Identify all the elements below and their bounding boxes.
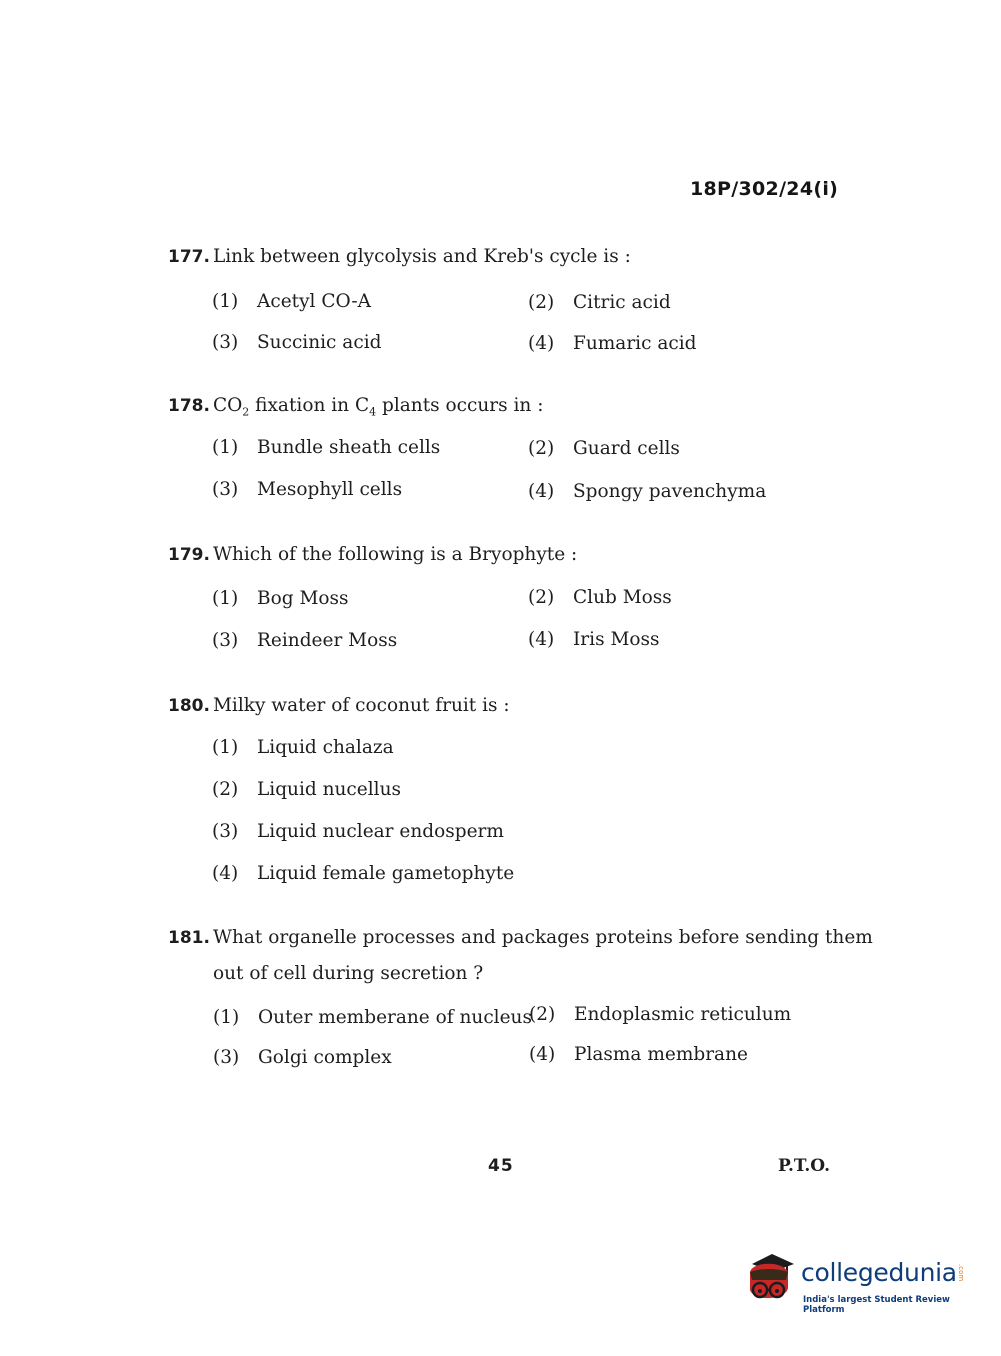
subscript: 2 bbox=[242, 405, 250, 419]
option bbox=[529, 1002, 791, 1028]
option-text: Iris Moss bbox=[573, 629, 660, 650]
question-text-continued: out of cell during secretion ? bbox=[213, 963, 484, 984]
option-text: Reindeer Moss bbox=[257, 630, 398, 651]
question-180 bbox=[168, 693, 510, 719]
option-text: Liquid chalaza bbox=[257, 737, 394, 758]
option-number: (4) bbox=[528, 333, 555, 354]
option bbox=[528, 290, 671, 316]
option-number: (3) bbox=[212, 821, 239, 842]
collegedunia-logo bbox=[742, 1250, 967, 1320]
pto-label: P.T.O. bbox=[778, 1156, 830, 1176]
question-177 bbox=[168, 244, 631, 270]
option bbox=[213, 1045, 392, 1071]
logo-name: collegedunia bbox=[801, 1258, 957, 1287]
question-text: What organelle processes and packages proteins before sending them bbox=[212, 927, 873, 948]
option-number: (1) bbox=[212, 437, 239, 458]
option-text: Bog Moss bbox=[257, 588, 349, 609]
question-number: 179. bbox=[168, 545, 210, 565]
student-mascot-icon bbox=[742, 1250, 800, 1316]
option-number: (4) bbox=[529, 1044, 556, 1065]
option bbox=[212, 735, 394, 761]
option-text: Spongy pavenchyma bbox=[573, 481, 767, 502]
option-number: (1) bbox=[212, 588, 239, 609]
option-text: Golgi complex bbox=[258, 1047, 392, 1068]
option bbox=[212, 435, 440, 461]
option-number: (3) bbox=[213, 1047, 240, 1068]
question-178 bbox=[168, 393, 543, 426]
option bbox=[213, 1005, 532, 1031]
option-number: (4) bbox=[528, 481, 555, 502]
option bbox=[528, 436, 680, 462]
question-text-part: fixation in C bbox=[249, 395, 370, 416]
option-number: (2) bbox=[212, 779, 239, 800]
option-number: (4) bbox=[528, 629, 555, 650]
question-text-part: CO bbox=[212, 395, 243, 416]
page-number: 45 bbox=[488, 1156, 514, 1176]
question-181 bbox=[168, 925, 873, 951]
question-179 bbox=[168, 542, 577, 568]
logo-suffix: .com bbox=[957, 1264, 965, 1282]
option-text: Mesophyll cells bbox=[257, 479, 403, 500]
option-number: (4) bbox=[212, 863, 239, 884]
option bbox=[212, 819, 504, 845]
option-number: (3) bbox=[212, 630, 239, 651]
question-number: 181. bbox=[168, 928, 210, 948]
option-number: (2) bbox=[528, 587, 555, 608]
option-number: (2) bbox=[529, 1004, 556, 1025]
option bbox=[529, 1042, 748, 1068]
option-text: Succinic acid bbox=[257, 332, 382, 353]
option bbox=[212, 586, 349, 612]
option-text: Liquid female gametophyte bbox=[257, 863, 515, 884]
option-text: Liquid nuclear endosperm bbox=[257, 821, 504, 842]
option bbox=[212, 861, 514, 887]
option bbox=[212, 289, 371, 315]
option-text: Guard cells bbox=[573, 438, 680, 459]
option-text: Acetyl CO-A bbox=[257, 291, 371, 312]
option-text: Citric acid bbox=[573, 292, 671, 313]
question-number: 180. bbox=[168, 696, 210, 716]
option bbox=[528, 627, 660, 653]
question-number: 177. bbox=[168, 247, 210, 267]
option-number: (2) bbox=[528, 438, 555, 459]
question-text-part: plants occurs in : bbox=[376, 395, 544, 416]
option-number: (1) bbox=[212, 737, 239, 758]
option-text: Plasma membrane bbox=[574, 1044, 748, 1065]
option bbox=[212, 477, 402, 503]
option-text: Bundle sheath cells bbox=[257, 437, 441, 458]
option bbox=[212, 628, 397, 654]
question-text: Milky water of coconut fruit is : bbox=[212, 695, 510, 716]
option bbox=[528, 585, 672, 611]
option bbox=[528, 331, 696, 357]
option-number: (2) bbox=[528, 292, 555, 313]
option-text: Fumaric acid bbox=[573, 333, 697, 354]
option-text: Club Moss bbox=[573, 587, 672, 608]
option-number: (3) bbox=[212, 332, 239, 353]
option-text: Liquid nucellus bbox=[257, 779, 401, 800]
question-text: Link between glycolysis and Kreb's cycle is : bbox=[212, 246, 631, 267]
logo-tagline: India's largest Student Review Platform bbox=[803, 1295, 950, 1315]
option-text: Endoplasmic reticulum bbox=[574, 1004, 792, 1025]
option-number: (1) bbox=[213, 1007, 240, 1028]
option bbox=[212, 330, 381, 356]
paper-code: 18P/302/24(i) bbox=[690, 178, 839, 200]
option-number: (1) bbox=[212, 291, 239, 312]
option bbox=[528, 479, 766, 505]
option-text: Outer memberane of nucleus bbox=[258, 1007, 532, 1028]
question-number: 178. bbox=[168, 396, 210, 416]
subscript: 4 bbox=[369, 405, 377, 419]
option-number: (3) bbox=[212, 479, 239, 500]
option bbox=[212, 777, 401, 803]
question-text: Which of the following is a Bryophyte : bbox=[212, 544, 578, 565]
